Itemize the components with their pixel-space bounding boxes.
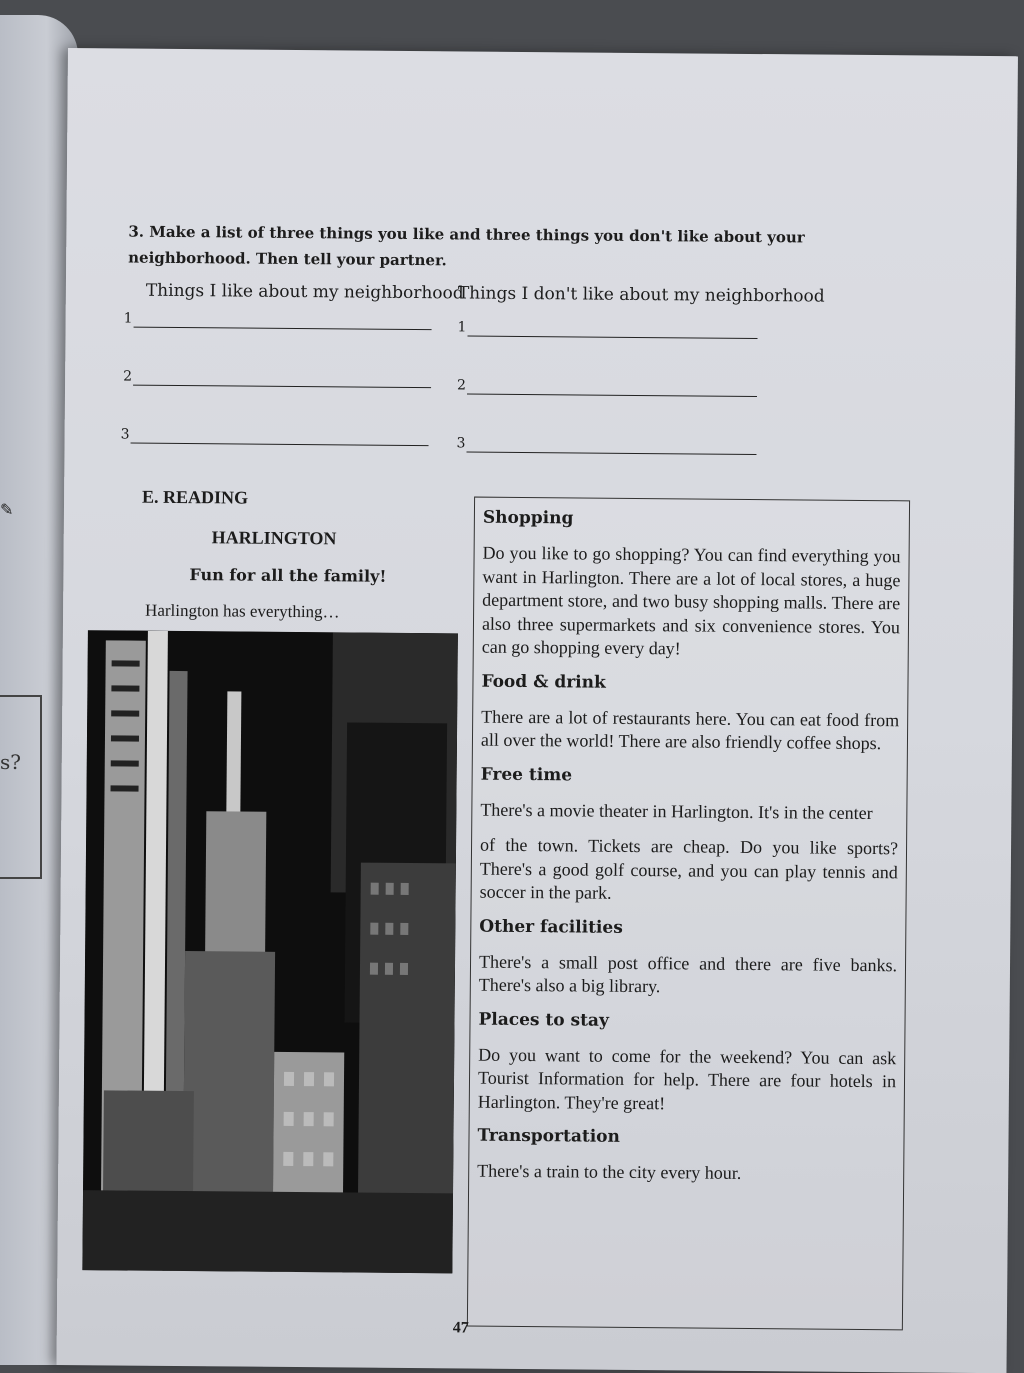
section-body: Do you want to come for the weekend? You can ask Tourist Information for help. There are four hotels in Harlington. They're great! [477,1044,897,1113]
item-number: 3 [456,435,466,452]
section-label: E. READING [142,486,249,508]
dislike-item-2[interactable] [457,377,757,400]
dislike-item-1[interactable] [457,319,757,342]
article-intro: Harlington has everything… [145,600,340,622]
item-number: 2 [123,368,133,385]
section-title: Food & drink [481,671,606,693]
section-food-drink [481,671,900,756]
section-body: Do you like to go shopping? You can find everything you want in Harlington. There are a lot of local stores, a huge department store, and two busy shopping malls. There are also three supermarkets and six convenience stores. You can go shopping every day! [481,542,901,659]
section-transportation [477,1126,895,1187]
section-title: Shopping [482,507,574,529]
city-photo [82,630,458,1273]
article-tagline: Fun for all the family! [189,565,387,586]
article-title: HARLINGTON [211,527,337,549]
section-title: Places to stay [478,1009,609,1031]
item-number: 1 [457,319,467,336]
section-body: of the town. Tickets are cheap. Do you like sports? There's a good golf course, and you can play tennis and soccer in the park. [479,834,899,903]
section-places-to-stay [478,1009,897,1117]
like-item-1[interactable] [124,310,434,333]
section-body: There's a train to the city every hour. [477,1160,742,1183]
column-header-dislike: Things I don't like about my neighborhood [457,283,825,307]
exercise-instruction: 3. Make a list of three things you like and three things you don't like about your neighborhood. Then tell your partner. [128,222,805,270]
info-box [467,497,910,1331]
section-body: There are a lot of restaurants here. You can eat food from all over the world! There are also friendly coffee shops. [480,706,900,754]
column-header-like: Things I like about my neighborhood [145,280,464,304]
section-other-facilities [479,916,898,1001]
book-page [57,48,1018,1373]
item-number: 1 [123,310,133,327]
page-number: 47 [452,1319,469,1337]
like-item-3[interactable] [121,426,431,449]
edge-mark: ✎ [0,500,14,519]
city-skyline-image [82,630,458,1273]
item-number: 3 [120,426,130,443]
section-body: There's a movie theater in Harlington. It's in the center [480,799,873,823]
item-number: 2 [457,377,467,394]
dislike-item-3[interactable] [456,435,756,458]
edge-text: s? [0,750,21,774]
section-body: There's a small post office and there are five banks. There's also a big library. [478,951,898,997]
section-title: Free time [480,764,573,785]
section-title: Transportation [477,1125,620,1147]
edge-table-fragment [0,695,42,879]
like-item-2[interactable] [123,368,433,391]
section-free-time [480,764,899,908]
section-shopping [482,508,901,663]
section-title: Other facilities [479,916,623,938]
info-sections [477,508,901,1199]
